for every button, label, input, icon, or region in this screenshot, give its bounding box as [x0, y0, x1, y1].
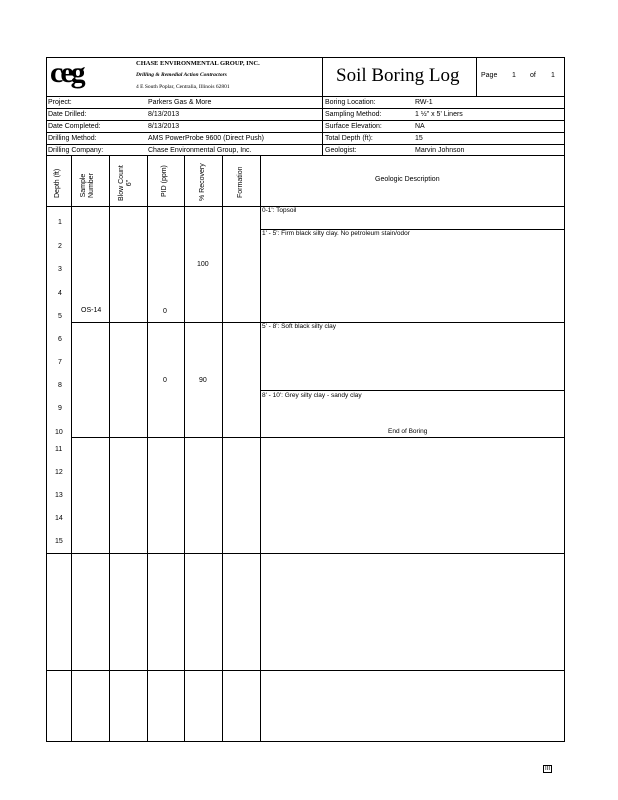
rule: [260, 390, 565, 391]
depth-label: 8: [58, 382, 62, 389]
depth-label: 7: [58, 359, 62, 366]
page-current: 1: [512, 72, 516, 79]
sampling-method-label: Sampling Method:: [325, 111, 382, 118]
total-depth-value: 15: [415, 135, 423, 142]
rule: [46, 670, 565, 671]
rule: [46, 120, 565, 121]
rule: [46, 144, 565, 145]
col-divider: [222, 155, 223, 742]
depth-label: 9: [58, 405, 62, 412]
col-divider: [109, 155, 110, 742]
date-drilled-value: 8/13/2013: [148, 111, 180, 118]
column-header-recovery: % Recovery: [199, 163, 206, 201]
end-of-boring-note: End of Boring: [388, 428, 428, 435]
company-logo: ceg: [50, 56, 83, 89]
depth-label: 4: [58, 290, 62, 297]
depth-label: 11: [55, 446, 63, 453]
date-drilled-label: Date Drilled:: [48, 111, 87, 118]
column-header-sample: [80, 173, 95, 198]
col-divider: [71, 155, 72, 742]
info-divider: [322, 96, 323, 156]
depth-label: 6: [58, 336, 62, 343]
sample-number: OS-14: [81, 307, 102, 314]
company-name: CHASE ENVIRONMENTAL GROUP, INC.: [136, 60, 260, 67]
column-header-formation: Formation: [237, 166, 244, 198]
pid-value: 0: [163, 308, 167, 315]
rule: [46, 553, 565, 554]
sampling-method-value: 1 ½" x 5' Liners: [415, 111, 463, 118]
depth-label: 14: [55, 515, 63, 522]
sample-header-line2: Number: [87, 173, 95, 198]
depth-label: 3: [58, 266, 62, 273]
geologic-description: 5' - 8': Soft black silty clay: [262, 323, 337, 330]
log-frame: [46, 57, 565, 742]
geologic-description: 1' - 5': Firm black silty clay. No petroleum stain/odor: [262, 230, 410, 237]
pid-value: 0: [163, 377, 167, 384]
rule: [46, 132, 565, 133]
depth-label: 5: [58, 313, 62, 320]
blow-header-line2: 6": [125, 179, 133, 187]
depth-label: 2: [58, 243, 62, 250]
boring-location-label: Boring Location:: [325, 99, 376, 106]
depth-label: 15: [55, 538, 63, 545]
total-depth-label: Total Depth (ft):: [325, 135, 373, 142]
header-divider-1: [322, 57, 323, 96]
header-divider-2: [476, 57, 477, 96]
depth-label: 10: [55, 429, 63, 436]
drilling-company-label: Drilling Company:: [48, 147, 104, 154]
rule: [46, 206, 565, 207]
rule: [46, 155, 565, 156]
geologist-label: Geologist:: [325, 147, 357, 154]
geologic-description: 8' - 10': Grey silty clay - sandy clay: [262, 392, 362, 399]
geologist-value: Marvin Johnson: [415, 147, 465, 154]
recovery-value: 100: [197, 261, 209, 268]
col-divider: [260, 155, 261, 742]
geologic-description: 0-1': Topsoil: [262, 207, 297, 214]
col-divider: [147, 155, 148, 742]
page-title: Soil Boring Log: [336, 65, 460, 86]
boring-location-value: RW-1: [415, 99, 433, 106]
column-header-blow-count: [118, 165, 133, 201]
company-address: 4 E South Poplar, Centralia, Illinois 62801: [136, 84, 230, 90]
blow-header-line1: Blow Count: [118, 165, 125, 201]
footer-mark: III: [545, 766, 551, 772]
depth-label: 12: [55, 469, 63, 476]
column-header-depth: Depth (ft): [54, 168, 61, 198]
page-label: Page: [481, 72, 498, 79]
date-completed-value: 8/13/2013: [148, 123, 180, 130]
surface-elevation-label: Surface Elevation:: [325, 123, 382, 130]
depth-label: 13: [55, 492, 63, 499]
drilling-company-value: Chase Environmental Group, Inc.: [148, 147, 252, 154]
column-header-description: Geologic Description: [375, 176, 440, 183]
date-completed-label: Date Completed:: [48, 123, 101, 130]
rule: [46, 108, 565, 109]
rule: [71, 437, 565, 438]
column-header-pid: PID (ppm): [161, 165, 168, 197]
page-of-label: of: [530, 72, 536, 79]
page-total: 1: [551, 72, 555, 79]
company-tagline: Drilling & Remedial Action Contractors: [136, 72, 227, 78]
surface-elevation-value: NA: [415, 123, 425, 130]
recovery-value: 90: [199, 377, 207, 384]
drilling-method-value: AMS PowerProbe 9600 (Direct Push): [148, 135, 264, 142]
drilling-method-label: Drilling Method:: [48, 135, 97, 142]
project-value: Parkers Gas & More: [148, 99, 212, 106]
project-label: Project:: [48, 99, 72, 106]
depth-label: 1: [58, 219, 62, 226]
rule: [46, 96, 565, 97]
sample-header-line1: Sample: [80, 173, 87, 198]
col-divider: [184, 155, 185, 742]
